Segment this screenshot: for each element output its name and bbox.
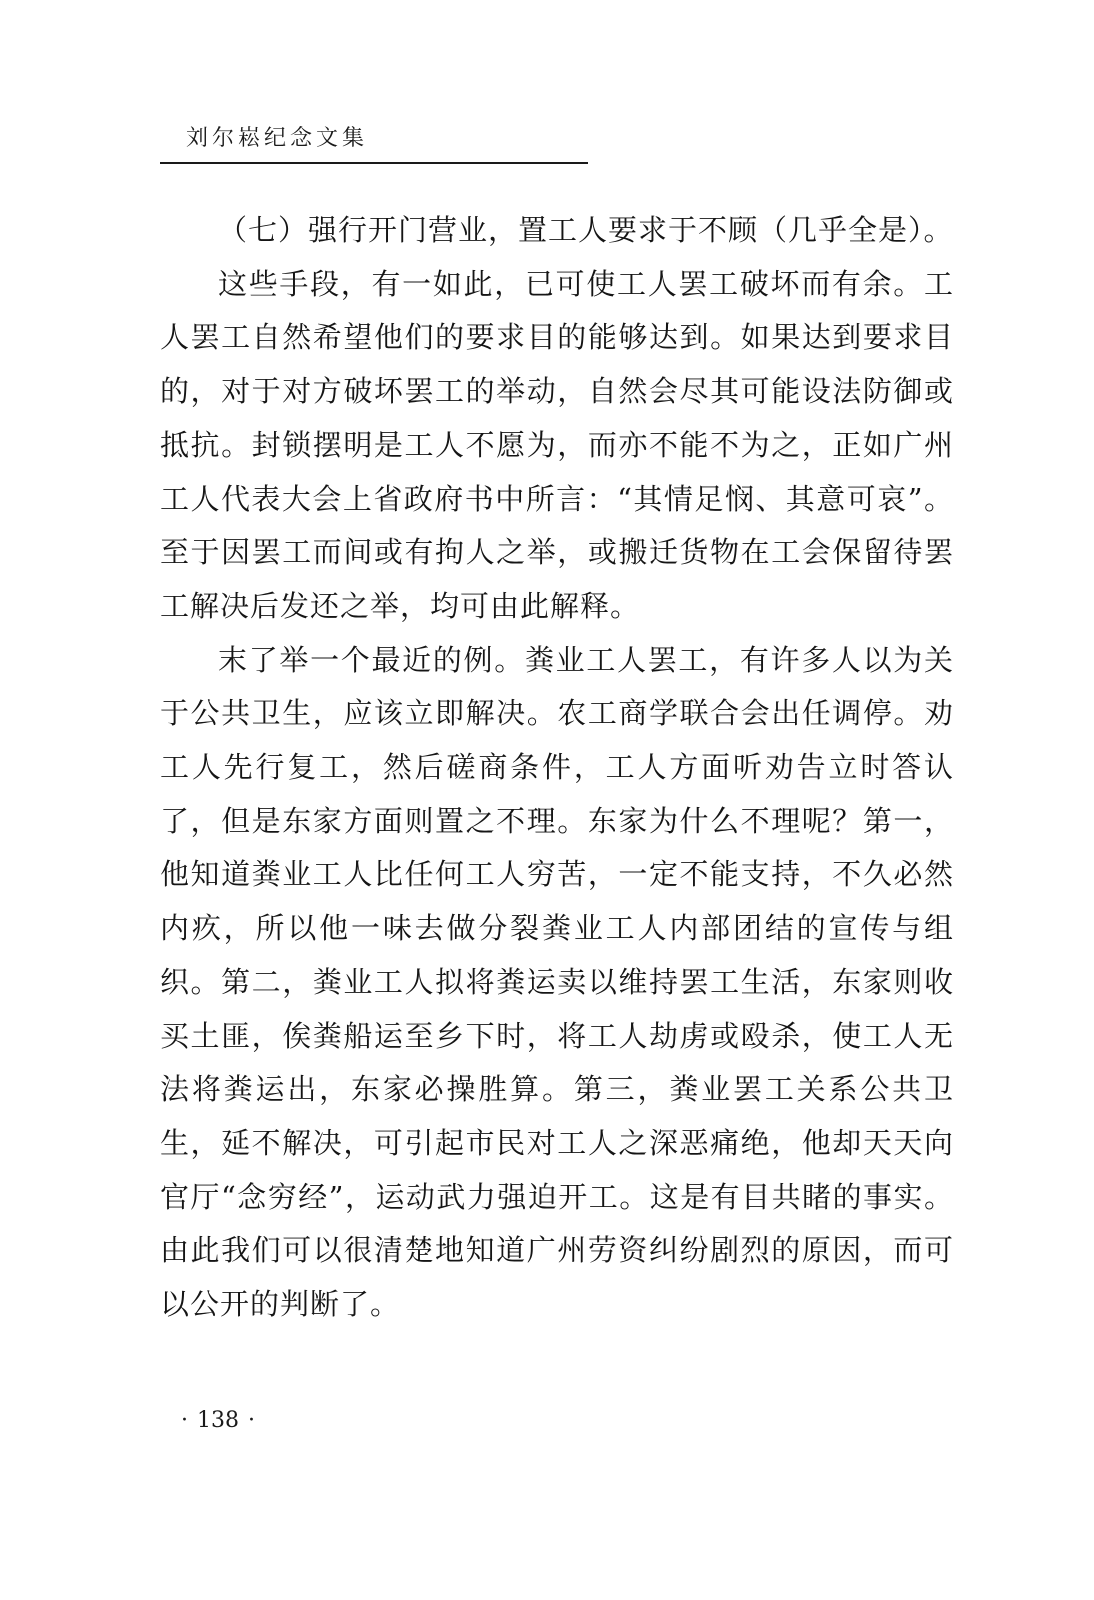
page-footer <box>172 1406 264 1436</box>
page-header <box>160 124 588 164</box>
page-number-dot-right: · <box>248 1408 255 1433</box>
page-number-dot-left: · <box>181 1408 188 1433</box>
paragraph: 这些手段，有一如此，已可使工人罢工破坏而有余。工人罢工自然希望他们的要求目的能够达到。如果达到要求目的，对于对方破坏罢工的举动，自然会尽其可能设法防御或抵抗。封锁摆明是工人不愿为，而亦不能不为之，正如广州工人代表大会上省政府书中所言：“其情足悯、其意可哀”。至于因罢工而间或有拘人之举，或搬迁货物在工会保留待罢工解决后发还之举，均可由此解释。 <box>160 266 954 623</box>
paragraph: （七）强行开门营业，置工人要求于不顾（几乎全是）。 <box>218 213 954 247</box>
paragraph: 末了举一个最近的例。粪业工人罢工，有许多人以为关于公共卫生，应该立即解决。农工商学联合会出任调停。劝工人先行复工，然后磋商条件，工人方面听劝告立时答认了，但是东家方面则置之不理。东家为什么不理呢？第一，他知道粪业工人比任何工人穷苦，一定不能支持，不久必然内疚，所以他一味去做分裂粪业工人内部团结的宣传与组织。第二，粪业工人拟将粪运卖以维持罢工生活，东家则收买土匪，俟粪船运至乡下时，将工人劫虏或殴杀，使工人无法将粪运出，东家必操胜算。第三，粪业罢工关系公共卫生，延不解决，可引起市民对工人之深恶痛绝，他却天天向官厅“念穷经”，运动武力强迫开工。这是有目共睹的事实。由此我们可以很清楚地知道广州劳资纠纷剧烈的原因，而可以公开的判断了。 <box>160 642 954 1322</box>
body-text <box>160 204 954 1332</box>
page-number: 138 <box>197 1408 239 1433</box>
running-title: 刘尔崧纪念文集 <box>186 126 369 151</box>
header-rule <box>160 162 588 164</box>
